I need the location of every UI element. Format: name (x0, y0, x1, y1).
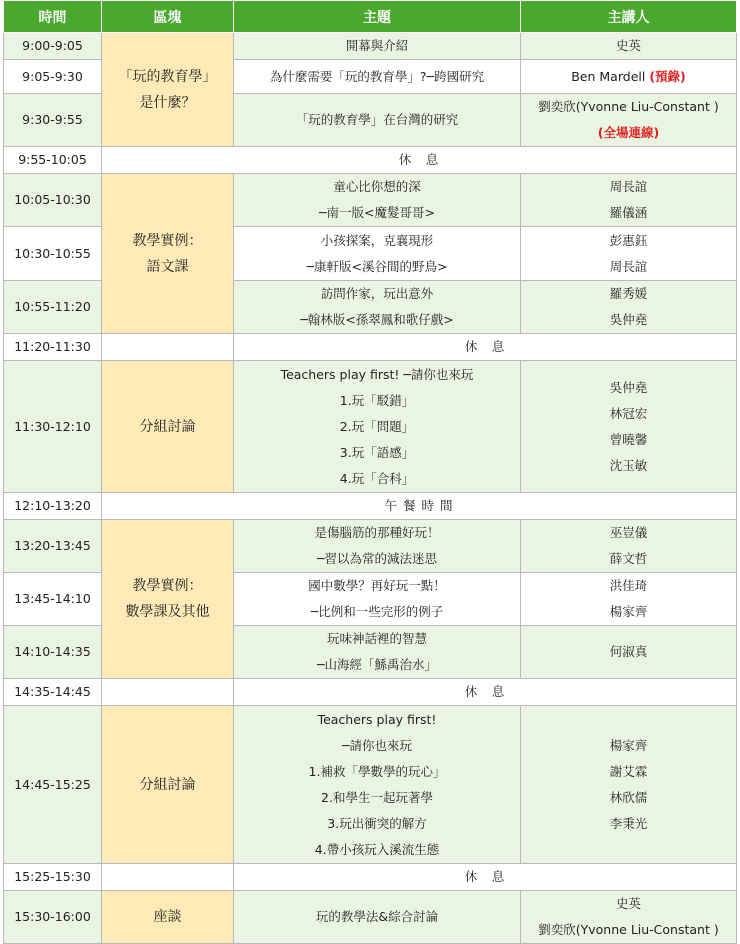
topic-line: 是傷腦筋的那種好玩！ (314, 525, 440, 540)
header-speaker: 主講人 (521, 1, 737, 33)
topic-line: 4.帶小孩玩入溪流生態 (314, 841, 440, 857)
table-row (4, 33, 737, 60)
time-cell: 9:55-10:05 (4, 147, 102, 174)
topic-cell (234, 227, 521, 281)
speaker-line: 楊家齊 (609, 604, 648, 619)
speaker-cell (521, 361, 737, 493)
time-cell: 14:10-14:35 (4, 626, 102, 679)
topic-cell (234, 94, 521, 147)
time-cell: 14:35-14:45 (4, 679, 102, 706)
break-cell: 休 息 (234, 864, 737, 891)
speaker-line: 沈玉敏 (609, 457, 648, 473)
topic-line: 小孩探案，克襄現形 (320, 232, 434, 248)
time-cell: 14:45-15:25 (4, 706, 102, 864)
speaker-line: 劉奕欣(Yvonne Liu-Constant ) (538, 922, 719, 937)
topic-line: 2.玩「問題」 (339, 418, 415, 434)
speaker-line: 吳仲堯 (609, 379, 648, 395)
break-row (4, 147, 737, 174)
topic-line: 童心比你想的深 (333, 179, 421, 194)
header-row (4, 1, 737, 33)
break-row (4, 864, 737, 891)
topic-line: Teachers play first! (317, 711, 437, 727)
speaker-note: (預錄) (649, 68, 686, 84)
topic-line: ─習以為常的減法迷思 (316, 551, 438, 566)
topic-line: Teachers play first! ─請你也來玩 (280, 366, 474, 382)
topic-cell (234, 626, 521, 679)
time-cell: 9:00-9:05 (4, 33, 102, 60)
zone-cell (102, 520, 234, 679)
speaker-line: 巫豈儀 (609, 525, 648, 540)
zone-cell (102, 174, 234, 334)
topic-cell (234, 33, 521, 60)
topic-line: 國中數學？再好玩一點！ (308, 578, 446, 593)
table-row (4, 520, 737, 573)
time-cell: 9:05-9:30 (4, 60, 102, 94)
speaker-cell (521, 706, 737, 864)
speaker-cell (521, 573, 737, 626)
speaker-line: 李秉光 (609, 815, 648, 831)
topic-line: 3.玩出衝突的解方 (327, 815, 427, 831)
speaker-line: 曾曉馨 (609, 431, 648, 447)
topic-line: ─比例和一些完形的例子 (310, 604, 444, 619)
break-row (4, 334, 737, 361)
zone-line: 是什麼？ (139, 94, 196, 111)
zone-cell: 分組討論 (102, 361, 234, 493)
speaker-note: (全場連線) (597, 125, 660, 140)
schedule-table (3, 0, 737, 944)
speaker-name: 劉奕欣(Yvonne Liu-Constant ) (538, 99, 719, 114)
break-cell: 休 息 (234, 679, 737, 706)
time-cell: 10:30-10:55 (4, 227, 102, 281)
topic-line: ─康軒版<溪谷間的野鳥> (306, 258, 448, 274)
speaker-cell (521, 33, 737, 60)
topic-line: 玩味神話裡的智慧 (326, 631, 427, 646)
topic-line: 訪問作家，玩出意外 (320, 286, 434, 301)
speaker-line: 吳仲堯 (609, 312, 648, 327)
topic-line: 「玩的教育學」在台灣的研究 (295, 112, 459, 127)
time-cell: 15:25-15:30 (4, 864, 102, 891)
speaker-line: 林欣儒 (609, 789, 648, 805)
speaker-cell (521, 60, 737, 94)
topic-line: ─請你也來玩 (341, 737, 413, 753)
time-cell: 12:10-13:20 (4, 493, 102, 520)
speaker-line: 林冠宏 (609, 405, 648, 421)
speaker-cell (521, 94, 737, 147)
topic-line: 1.補救「學數學的玩心」 (308, 763, 446, 779)
topic-line: 開幕與介紹 (345, 38, 409, 53)
lunch-cell: 午 餐 時 間 (102, 493, 737, 520)
time-cell: 9:30-9:55 (4, 94, 102, 147)
break-row (4, 679, 737, 706)
speaker-line: 彭惠鈺 (609, 232, 648, 248)
speaker-cell (521, 174, 737, 227)
topic-line: ─南一版<魔髮哥哥> (319, 205, 435, 220)
zone-line: 「玩的教育學」 (118, 68, 217, 85)
zone-cell: 座談 (102, 891, 234, 944)
zone-cell: 分組討論 (102, 706, 234, 864)
header-zone: 區塊 (102, 1, 234, 33)
topic-line: ─翰林版<孫翠鳳和歌仔戲> (300, 312, 454, 327)
speaker-line: 何淑真 (609, 644, 648, 659)
speaker-cell (521, 281, 737, 334)
zone-line: 語文課 (146, 258, 189, 275)
topic-cell (234, 361, 521, 493)
time-cell: 10:55-11:20 (4, 281, 102, 334)
topic-cell (234, 520, 521, 573)
zone-line: 教學實例： (132, 232, 203, 249)
time-cell: 11:20-11:30 (4, 334, 102, 361)
speaker-line: 謝艾霖 (609, 763, 648, 779)
topic-cell (234, 706, 521, 864)
topic-cell (234, 891, 521, 944)
time-cell: 10:05-10:30 (4, 174, 102, 227)
topic-line: ─山海經「鯀禹治水」 (316, 657, 438, 672)
topic-line: 為什麼需要「玩的教育學」?─跨國研究 (269, 68, 485, 84)
topic-line: 2.和學生一起玩著學 (321, 789, 433, 805)
speaker-cell (521, 626, 737, 679)
empty-zone-cell (102, 334, 234, 361)
table-row (4, 361, 737, 493)
zone-line: 教學實例： (132, 578, 203, 594)
speaker-name: Ben Mardell (571, 68, 650, 84)
empty-zone-cell (102, 679, 234, 706)
table-row (4, 706, 737, 864)
zone-line: 數學課及其他 (125, 604, 210, 620)
speaker-cell (521, 520, 737, 573)
speaker-line: 周長誼 (609, 179, 648, 194)
speaker-line: 史英 (615, 896, 641, 911)
time-cell: 13:20-13:45 (4, 520, 102, 573)
time-cell: 11:30-12:10 (4, 361, 102, 493)
time-cell: 13:45-14:10 (4, 573, 102, 626)
time-cell: 15:30-16:00 (4, 891, 102, 944)
speaker-cell (521, 891, 737, 944)
speaker-line: 周長誼 (609, 258, 648, 274)
topic-cell (234, 174, 521, 227)
speaker-line: 羅儀涵 (609, 205, 648, 220)
break-cell: 休 息 (234, 334, 737, 361)
topic-line: 4.玩「合科」 (339, 470, 415, 486)
table-row (4, 174, 737, 227)
empty-zone-cell (102, 864, 234, 891)
topic-line: 玩的教學法&綜合討論 (315, 909, 439, 924)
speaker-line: 楊家齊 (609, 737, 648, 753)
header-topic: 主題 (234, 1, 521, 33)
schedule-container (3, 0, 736, 944)
topic-cell (234, 60, 521, 94)
table-row (4, 891, 737, 944)
header-time: 時間 (4, 1, 102, 33)
speaker-cell (521, 227, 737, 281)
speaker-line: 羅秀媛 (609, 286, 648, 301)
break-row (4, 493, 737, 520)
zone-cell (102, 33, 234, 147)
topic-line: 3.玩「語感」 (339, 444, 415, 460)
topic-line: 1.玩「駁錯」 (339, 392, 415, 408)
break-cell: 休 息 (102, 147, 737, 174)
topic-cell (234, 573, 521, 626)
speaker-line: 史英 (615, 38, 641, 53)
speaker-line: 薛文哲 (609, 551, 648, 566)
speaker-line: 洪佳琦 (609, 578, 648, 593)
topic-cell (234, 281, 521, 334)
